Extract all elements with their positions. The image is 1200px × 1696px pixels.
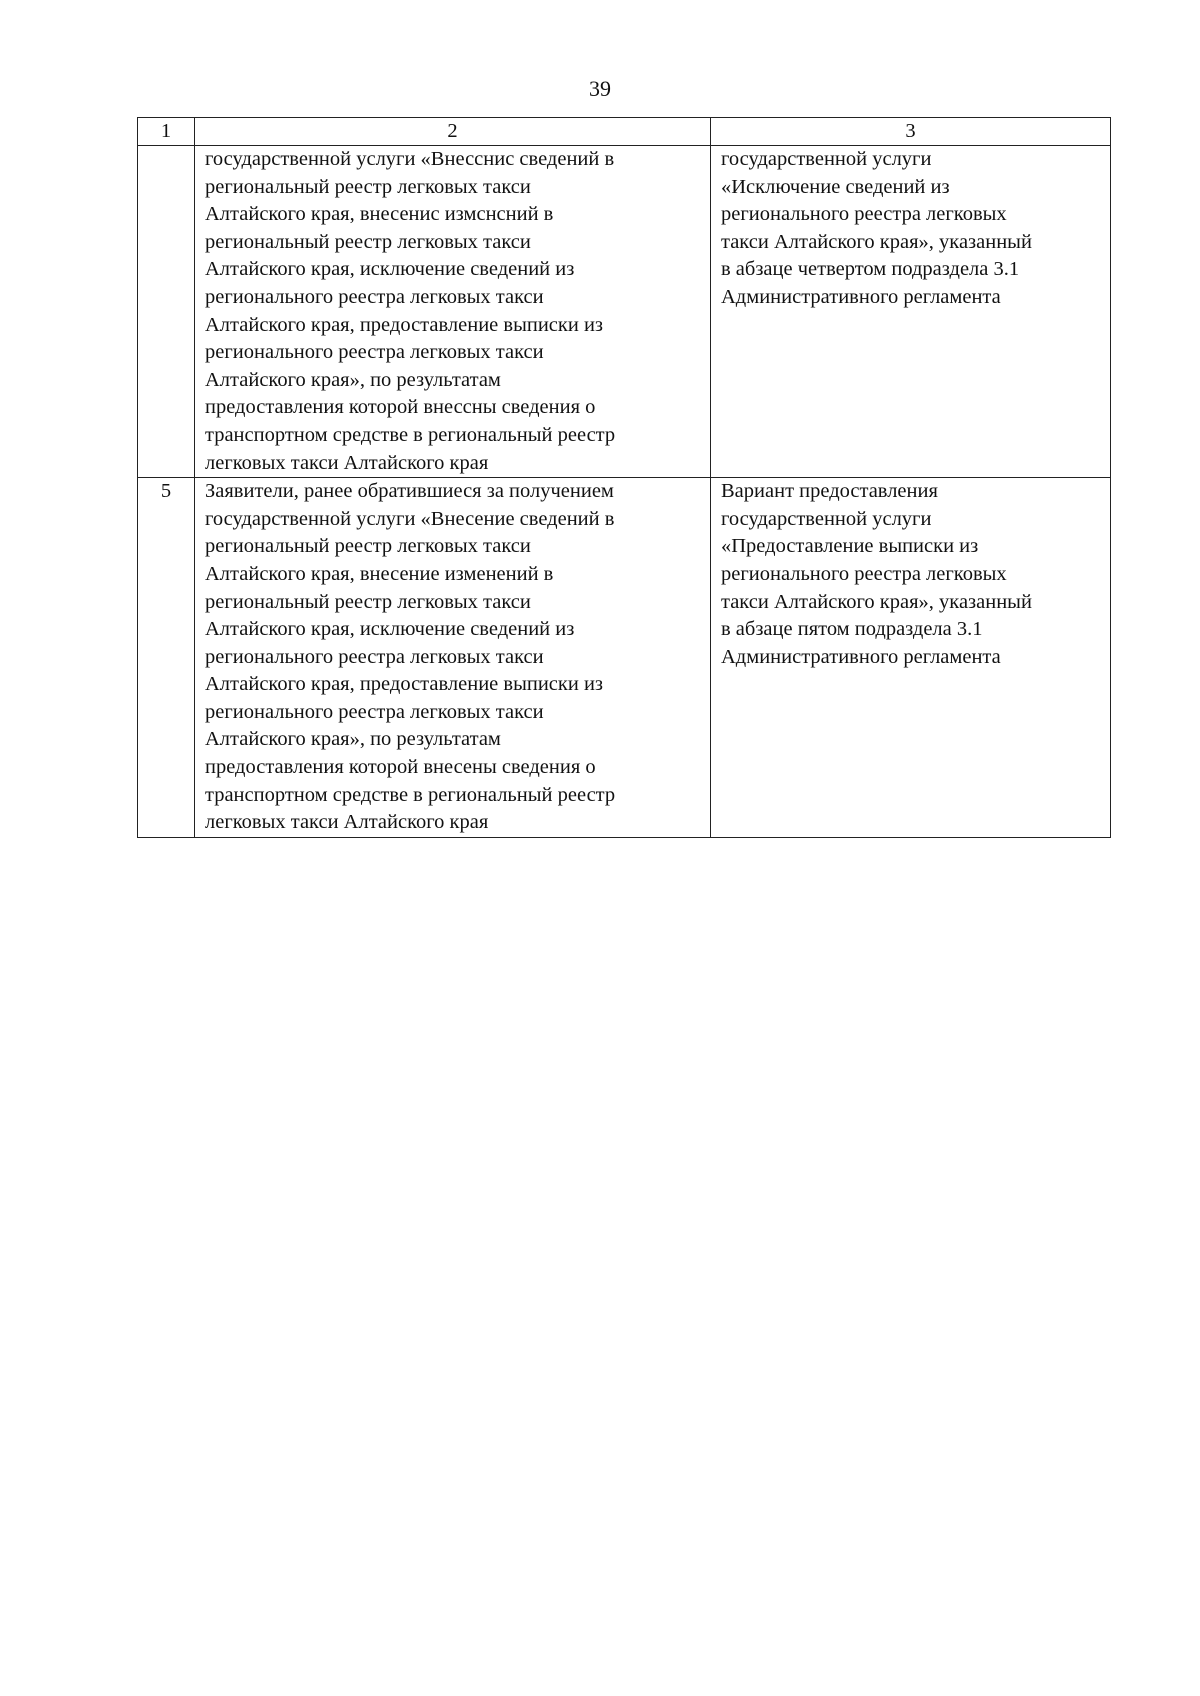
table-row	[138, 146, 1111, 478]
text-line: Алтайского края», по результатам	[205, 728, 501, 751]
text-line: регионального реестра легковых такси	[205, 700, 544, 723]
text-line: Алтайского края», по результатам	[205, 368, 501, 391]
text-line: Алтайского края, исключение сведений из	[205, 258, 575, 281]
text-line: регионального реестра легковых такси	[205, 341, 544, 364]
text-line: государственной услуги	[721, 148, 932, 170]
text-line: транспортном средстве в региональный реестр	[205, 783, 616, 806]
row-applicant-cell	[195, 478, 711, 838]
cell-text	[711, 478, 1110, 671]
text-line: регионального реестра легковых такси	[205, 645, 544, 668]
header-cell-1: 1	[138, 118, 195, 146]
page-number: 39	[589, 76, 611, 101]
text-line: легковых такси Алтайского края	[205, 811, 489, 834]
text-line: Алтайского края, исключение сведений из	[205, 618, 575, 641]
text-line: Алтайского края, предоставление выписки из	[205, 313, 604, 336]
table-row	[138, 478, 1111, 838]
text-line: «Исключение сведений из	[721, 175, 950, 198]
text-line: регионального реестра легковых такси	[205, 285, 544, 308]
text-line: Алтайского края, предоставление выписки из	[205, 673, 604, 696]
text-line: регионального реестра легковых	[721, 203, 1007, 226]
text-line: предоставления которой внесены сведения о	[205, 756, 596, 779]
text-line: Алтайского края, внесение изменений в	[205, 562, 554, 585]
row-variant-cell	[711, 146, 1111, 478]
header-cell-3: 3	[711, 118, 1111, 146]
text-line: «Предоставление выписки из	[721, 535, 979, 558]
text-line: Административного регламента	[721, 285, 1001, 308]
text-line: предоставления которой внессны сведения о	[205, 396, 596, 419]
text-line: региональный реестр легковых такси	[205, 175, 531, 198]
regulation-table	[137, 117, 1111, 838]
text-line: Алтайского края, внесенис измснсний в	[205, 203, 554, 226]
row-variant-cell	[711, 478, 1111, 838]
text-line: Административного регламента	[721, 645, 1001, 668]
text-line: государственной услуги	[721, 507, 932, 530]
text-line: региональный реестр легковых такси	[205, 590, 531, 613]
text-line: регионального реестра легковых	[721, 562, 1007, 585]
cell-text	[711, 146, 1110, 312]
row-number	[138, 146, 195, 478]
text-line: региональный реестр легковых такси	[205, 535, 531, 558]
row-number: 5	[138, 478, 195, 838]
text-line: Заявители, ранее обратившиеся за получением	[205, 480, 614, 503]
text-line: легковых такси Алтайского края	[205, 451, 489, 474]
text-line: региональный реестр легковых такси	[205, 230, 531, 253]
text-line: такси Алтайского края», указанный	[721, 230, 1032, 253]
text-line: транспортном средстве в региональный реестр	[205, 423, 616, 446]
cell-text	[195, 478, 710, 837]
text-line: Вариант предоставления	[721, 480, 938, 503]
text-line: такси Алтайского края», указанный	[721, 590, 1032, 613]
row-applicant-cell	[195, 146, 711, 478]
text-line: в абзаце пятом подраздела 3.1	[721, 618, 983, 641]
text-line: в абзаце четвертом подраздела 3.1	[721, 258, 1020, 281]
table-header-row	[138, 118, 1111, 146]
text-line: государственной услуги «Внесение сведений в	[205, 507, 615, 530]
header-cell-2: 2	[195, 118, 711, 146]
text-line: государственной услуги «Внесснис сведений в	[205, 148, 615, 170]
cell-text	[195, 146, 710, 477]
